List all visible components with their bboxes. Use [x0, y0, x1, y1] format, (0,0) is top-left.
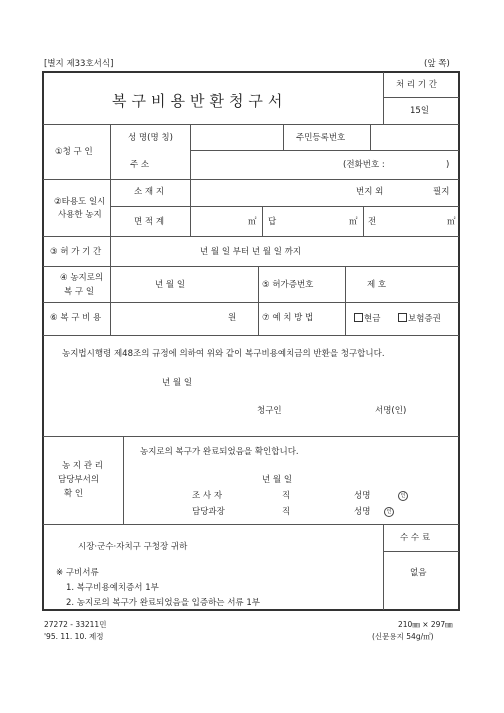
- inspector-seal: [398, 490, 408, 501]
- paper-type: (신문용지 54g/㎡): [372, 632, 434, 641]
- footer-date: '95. 11. 10. 제정: [44, 632, 104, 641]
- field-area-unit: ㎡: [447, 217, 456, 227]
- insurance-checkbox[interactable]: [398, 313, 407, 322]
- cost-unit: 원: [228, 313, 237, 323]
- required-document-item: 2. 농지로의 복구가 완료되었음을 입증하는 서류 1부: [66, 598, 260, 608]
- paper-size: 210㎜ × 297㎜: [398, 620, 453, 629]
- total-area-unit: ㎡: [248, 217, 257, 227]
- fee-value: 없음: [410, 568, 427, 578]
- manager-label: 담당과장: [192, 507, 225, 517]
- addressee: 시장·군수·자치구 구청장 귀하: [78, 542, 188, 552]
- address-label: 주 소: [130, 160, 150, 170]
- fee-label: 수 수 료: [400, 533, 431, 543]
- registration-number-field[interactable]: [376, 129, 456, 145]
- paddy-label: 답: [268, 217, 277, 227]
- processing-period-value: 15일: [410, 106, 430, 116]
- name-label: 성 명(명 칭): [128, 133, 173, 143]
- confirm-label-line3: 확 인: [64, 489, 84, 499]
- farmland-label-line1: ②타용도 일시: [54, 197, 106, 207]
- permit-number-text: 제 호: [367, 280, 387, 290]
- confirm-date: 년 월 일: [262, 475, 293, 485]
- form-frame: [42, 71, 460, 611]
- restoration-date: 년 월 일: [155, 280, 186, 290]
- required-documents-heading: ※ 구비서류: [56, 568, 99, 578]
- phone-label: (전화번호 :: [343, 160, 385, 170]
- page-side: (앞 쪽): [424, 59, 450, 69]
- restoration-label-line1: ④ 농지로의: [60, 273, 104, 283]
- footer-code: 27272 - 33211민: [44, 620, 107, 629]
- applicant-label: ①청 구 인: [55, 147, 93, 157]
- manager-seal: [384, 506, 394, 517]
- seal-icon: 인: [398, 491, 408, 501]
- inspector-name-label: 성명: [354, 491, 371, 501]
- address-field[interactable]: [196, 155, 336, 173]
- signature-label: 서명(인): [375, 406, 407, 416]
- manager-name-label: 성명: [354, 507, 371, 517]
- inspector-rank-label: 직: [282, 491, 291, 501]
- form-number: [별지 제33호서식]: [44, 59, 114, 69]
- processing-period-label: 처 리 기 간: [396, 80, 437, 90]
- phone-close: ): [446, 160, 450, 170]
- paddy-area-unit: ㎡: [349, 217, 358, 227]
- confirm-statement: 농지로의 복구가 완료되었음을 확인합니다.: [140, 447, 299, 457]
- manager-rank-label: 직: [282, 507, 291, 517]
- confirm-label-line2: 담당부서의: [58, 475, 100, 485]
- name-field[interactable]: [196, 129, 278, 145]
- location-label: 소 재 지: [134, 187, 165, 197]
- inspector-label: 조 사 자: [192, 491, 223, 501]
- cost-label: ⑥ 복 구 비 용: [50, 313, 102, 323]
- applicant-sign-label: 청구인: [257, 406, 282, 416]
- permit-period-label: ③ 허 가 기 간: [50, 247, 102, 257]
- form-title: 복구비용반환청구서: [112, 92, 288, 110]
- field-label: 전: [368, 217, 377, 227]
- required-document-item: 1. 복구비용예치증서 1부: [66, 583, 159, 593]
- parcel-unit: 필지: [433, 187, 450, 197]
- request-statement: 농지법시행령 제48조의 규정에 의하여 위와 같이 복구비용예치금의 반환을 청구합니다.: [62, 349, 385, 359]
- option-cash[interactable]: 현금: [354, 313, 380, 324]
- deposit-method-label: ⑦ 예 치 방 법: [262, 313, 314, 323]
- restoration-label-line2: 복 구 일: [64, 287, 95, 297]
- permit-period-text: 년 월 일 부터 년 월 일 까지: [200, 247, 302, 257]
- permit-number-label: ⑤ 허가증번호: [262, 280, 314, 290]
- farmland-label-line2: 사용한 농지: [58, 210, 102, 220]
- location-field[interactable]: [196, 184, 346, 200]
- option-insurance[interactable]: 보험증권: [398, 313, 441, 324]
- total-area-label: 면 적 계: [134, 217, 165, 227]
- registration-number-label: 주민등록번호: [296, 133, 346, 143]
- lot-label: 번지 외: [356, 187, 384, 197]
- request-date: 년 월 일: [162, 378, 193, 388]
- cash-checkbox[interactable]: [354, 313, 363, 322]
- seal-icon: 인: [384, 507, 394, 517]
- confirm-label-line1: 농 지 관 리: [62, 461, 103, 471]
